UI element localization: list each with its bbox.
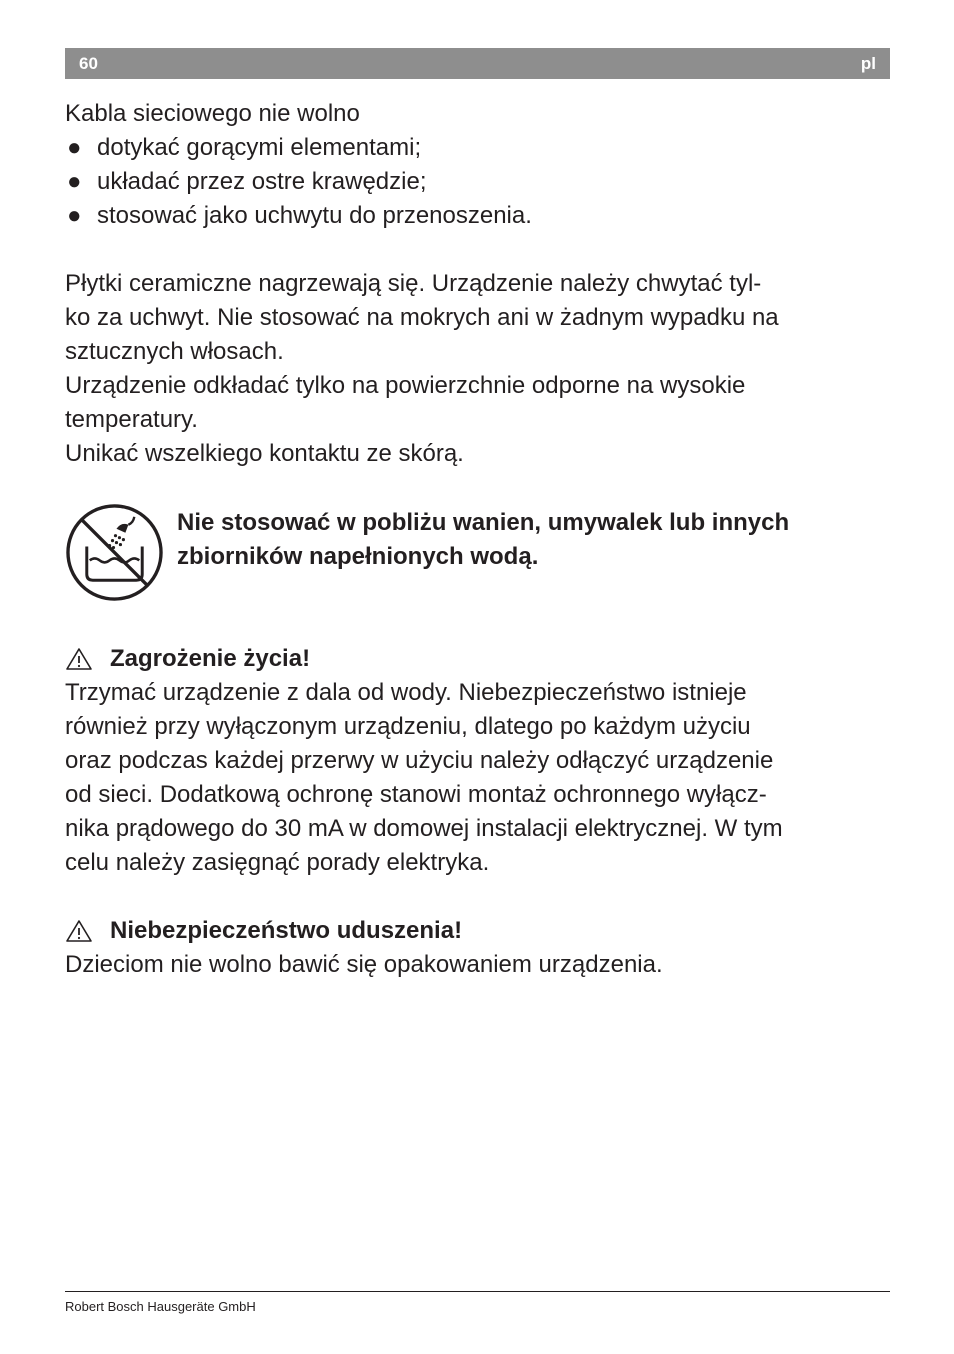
warning-triangle-icon [65, 647, 93, 671]
heading-text: Niebezpieczeństwo uduszenia! [110, 917, 463, 944]
plates-section [65, 267, 895, 471]
bullet-icon: ● [67, 134, 82, 161]
text-line: oraz podczas każdej przerwy w użyciu należy odłączyć urządzenie [65, 747, 774, 774]
list-item-text: stosować jako uchwytu do przenoszenia. [97, 202, 532, 229]
language-code: pl [860, 53, 876, 73]
no-water-icon [65, 503, 164, 602]
text-line: celu należy zasięgnąć porady elektryka. [65, 849, 490, 876]
footer-company: Robert Bosch Hausgeräte GmbH [65, 1299, 256, 1314]
text-line: Płytki ceramiczne nagrzewają się. Urządzenie należy chwytać tyl- [65, 270, 762, 297]
page-header-bar [65, 48, 890, 79]
text-line: Nie stosować w pobliżu wanien, umywalek lub innych [177, 509, 790, 536]
bullet-icon: ● [67, 202, 82, 229]
warning-triangle-icon [65, 919, 93, 943]
text-line: Urządzenie odkładać tylko na powierzchnie odporne na wysokie [65, 372, 746, 399]
bullet-icon: ● [67, 168, 82, 195]
text-line: temperatury. [65, 406, 198, 433]
footer-divider [65, 1291, 890, 1292]
cable-section [65, 97, 895, 233]
list-item [65, 131, 895, 165]
text-line: sztucznych włosach. [65, 338, 284, 365]
list-item [65, 165, 895, 199]
text-line: Unikać wszelkiego kontaktu ze skórą. [65, 440, 464, 467]
danger-life-section [65, 642, 895, 880]
section-heading [65, 914, 895, 948]
text-line: Trzymać urządzenie z dala od wody. Niebezpieczeństwo istnieje [65, 679, 747, 706]
page-number: 60 [79, 53, 98, 73]
text-line: nika prądowego do 30 mA w domowej instalacji elektrycznej. W tym [65, 815, 783, 842]
list-item-text: dotykać gorącymi elementami; [97, 134, 422, 161]
list-item-text: układać przez ostre krawędzie; [97, 168, 427, 195]
text-line: od sieci. Dodatkową ochronę stanowi montaż ochronnego wyłącz- [65, 781, 767, 808]
text-line: również przy wyłączonym urządzeniu, dlatego po każdym użyciu [65, 713, 751, 740]
cable-intro: Kabla sieciowego nie wolno [65, 100, 360, 127]
text-line: ko za uchwyt. Nie stosować na mokrych ani w żadnym wypadku na [65, 304, 779, 331]
water-warning [65, 503, 895, 603]
cable-bullet-list [65, 131, 895, 233]
list-item [65, 199, 895, 233]
text-line: Dzieciom nie wolno bawić się opakowaniem urządzenia. [65, 951, 663, 978]
section-heading [65, 642, 895, 676]
water-warning-text [177, 506, 892, 574]
heading-text: Zagrożenie życia! [110, 645, 311, 672]
text-line: zbiorników napełnionych wodą. [177, 543, 539, 570]
danger-suffocation-section [65, 914, 895, 982]
